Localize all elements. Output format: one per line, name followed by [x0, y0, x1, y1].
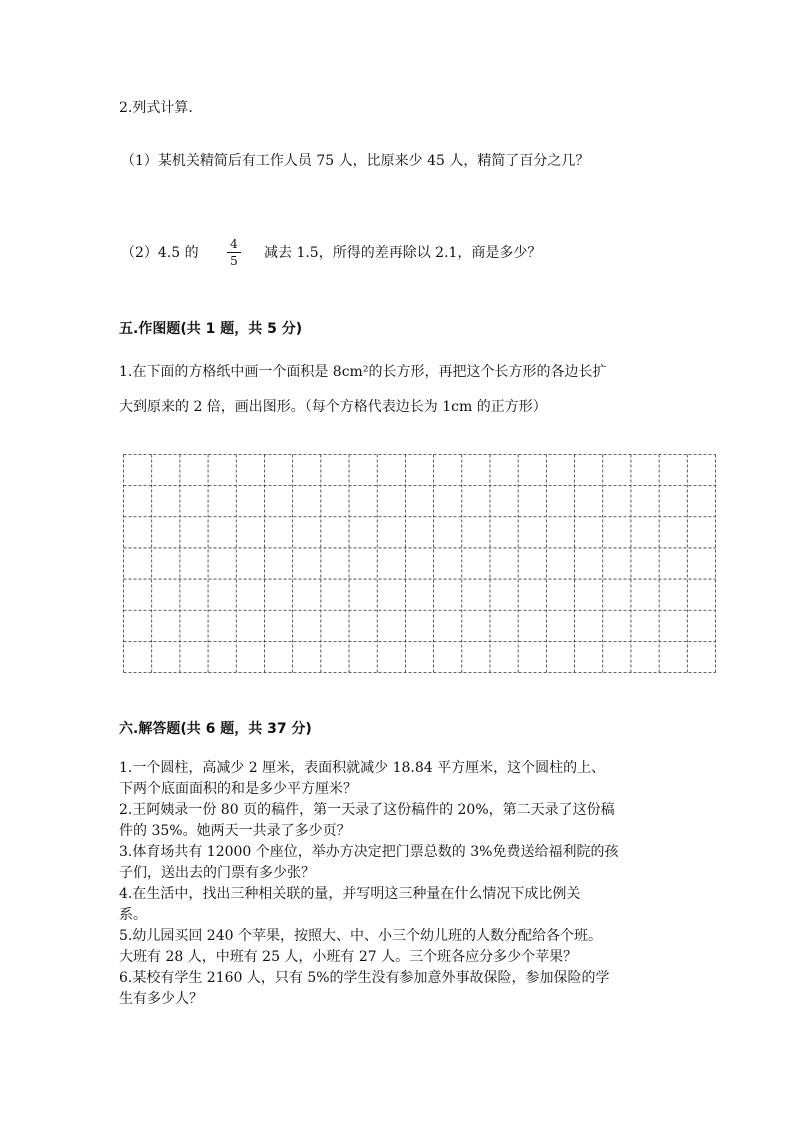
sub-question-2-before: （2）4.5 的	[121, 245, 199, 261]
drawing-question-line-2: 大到原来的 2 倍，画出图形。（每个方格代表边长为 1cm 的正方形）	[119, 399, 547, 415]
problem-2	[119, 800, 615, 842]
sub-question-1: （1）某机关精简后有工作人员 75 人，比原来少 45 人，精简了百分之几？	[121, 153, 590, 169]
problem-3-line-2: 子们，送出去的门票有多少张？	[119, 865, 315, 881]
problem-4	[119, 884, 580, 926]
problem-4-line-1: 4.在生活中，找出三种相关联的量，并写明这三种量在什么情况下成比例关	[119, 886, 581, 902]
problem-1	[119, 758, 605, 800]
problem-1-line-2: 下两个底面面积的和是多少平方厘米？	[119, 781, 357, 797]
problem-6	[119, 968, 610, 1010]
sub-question-2-after: 减去 1.5，所得的差再除以 2.1，商是多少？	[264, 245, 542, 261]
problem-3	[119, 842, 618, 884]
drawing-question-line-1: 1.在下面的方格纸中画一个面积是 8cm²的长方形，再把这个长方形的各边长扩	[119, 364, 607, 380]
problem-6-line-2: 生有多少人？	[119, 991, 203, 1007]
square-grid-paper[interactable]	[123, 454, 716, 673]
problem-5-line-1: 5.幼儿园买回 240 个苹果，按照大、中、小三个幼儿班的人数分配给各个班。	[119, 928, 602, 944]
fraction-denominator: 5	[230, 254, 238, 268]
question-2-title: 2.列式计算.	[119, 100, 193, 116]
problem-2-line-1: 2.王阿姨录一份 80 页的稿件，第一天录了这份稿件的 20%，第二天录了这份稿	[119, 802, 615, 818]
problem-1-line-1: 1.一个圆柱，高减少 2 厘米，表面积就减少 18.84 平方厘米，这个圆柱的上、	[119, 760, 606, 776]
problem-3-line-1: 3.体育场共有 12000 个座位，举办方决定把门票总数的 3%免费送给福利院的孩	[119, 844, 619, 860]
problem-4-line-2: 系。	[119, 907, 147, 923]
problem-6-line-1: 6.某校有学生 2160 人，只有 5%的学生没有参加意外事故保险，参加保险的学	[119, 970, 610, 986]
problem-5-line-2: 大班有 28 人，中班有 25 人，小班有 27 人。三个班各应分多少个苹果？	[119, 949, 578, 965]
fraction-four-fifths	[224, 237, 244, 268]
fraction-bar	[227, 252, 241, 253]
section-5-heading: 五.作图题(共 1 题，共 5 分)	[119, 321, 303, 337]
problem-5	[119, 926, 602, 968]
fraction-numerator: 4	[230, 237, 238, 251]
problem-2-line-2: 件的 35%。她两天一共录了多少页？	[119, 823, 351, 839]
section-6-heading: 六.解答题(共 6 题，共 37 分)	[119, 721, 312, 737]
